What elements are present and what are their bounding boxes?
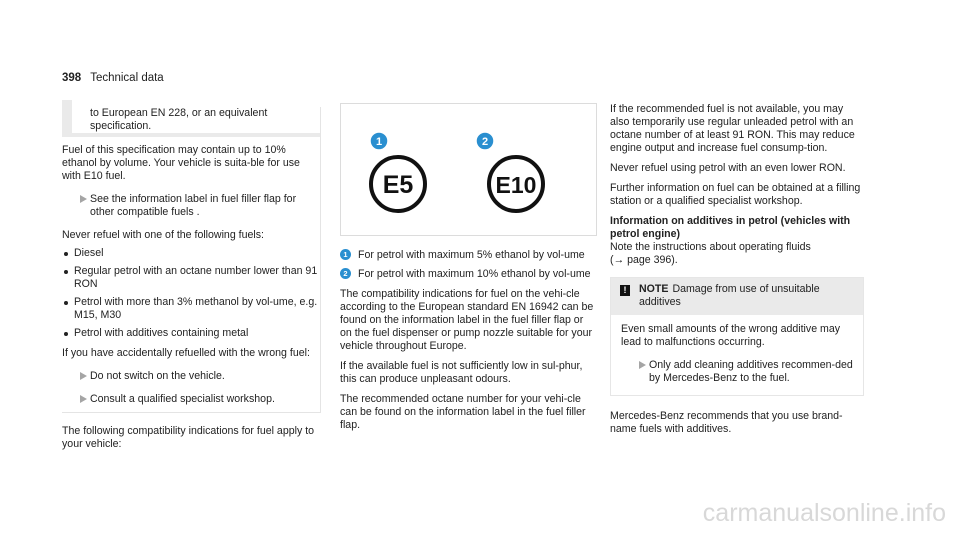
fallback-fuel-paragraph: If the recommended fuel is not available, you may also temporarily use regular unleaded petrol with an octane number of at least 91 RON. This may reduce engine output and increase fuel consump-tion. — [610, 103, 855, 154]
step-triangle-icon — [80, 372, 87, 380]
svg-text:2: 2 — [481, 136, 489, 148]
page-ref-link[interactable]: (→ page 396). — [610, 254, 678, 266]
step-triangle-icon — [80, 195, 87, 203]
fuel-label-svg — [341, 104, 596, 235]
note-step-text: Only add cleaning additives recommen-ded by Mercedes-Benz to the fuel. — [649, 359, 853, 384]
step-1 — [62, 370, 320, 383]
column-1-divider — [320, 107, 321, 413]
note-instr-text: Note the instructions about operating fluids — [610, 241, 811, 253]
compat-intro: The following compatibility indications for fuel apply to your vehicle: — [62, 425, 315, 450]
step-2-text: Consult a qualified specialist workshop. — [90, 393, 275, 405]
svg-text:E10: E10 — [495, 172, 537, 198]
see-instruction-text: See the information label in fuel filler flap for other compatible fuels . — [90, 193, 297, 218]
brand-fuels-paragraph: Mercedes-Benz recommends that you use brand-name fuels with additives. — [610, 410, 843, 435]
list-item: Petrol with additives containing metal — [62, 327, 320, 340]
page-number: 398 — [62, 72, 82, 84]
note-box — [610, 277, 864, 396]
note-header — [611, 278, 863, 315]
additives-heading: Information on additives in petrol (vehicles with petrol engine) — [610, 215, 851, 240]
caption-1-text: For petrol with maximum 5% ethanol by vol-ume — [358, 249, 585, 261]
note-label: NOTE — [639, 283, 669, 295]
list-item: Diesel — [62, 247, 320, 260]
operating-fluids-note — [610, 241, 864, 267]
page-title: Technical data — [90, 72, 164, 84]
callout-2 — [476, 132, 494, 150]
e10-label — [489, 157, 543, 211]
see-instruction — [62, 193, 320, 219]
step-2 — [62, 393, 320, 406]
fuel-label-figure — [340, 103, 597, 236]
column-1 — [62, 107, 320, 406]
caption-2 — [340, 268, 595, 281]
caption-2-text: For petrol with maximum 10% ethanol by vol-ume — [358, 268, 591, 280]
callout-2-icon: 2 — [340, 268, 351, 279]
compat-paragraph: The compatibility indications for fuel on the vehi-cle according to the European standard EN 16942 can be found on the information label in the fuel filler flap or on the fuel dispenser or pump nozzle suitable for your vehicle throughout Europe. — [340, 288, 594, 352]
step-1-text: Do not switch on the vehicle. — [90, 370, 225, 382]
column-1-bottom-rule — [62, 412, 320, 413]
note-step — [621, 359, 853, 385]
caption-1 — [340, 249, 595, 262]
never-refuel-text: Never refuel with one of the following fuels: — [62, 229, 264, 241]
callout-1-icon: 1 — [340, 249, 351, 260]
e5-label — [371, 157, 425, 211]
never-lower-ron: Never refuel using petrol with an even lower RON. — [610, 162, 846, 174]
forbidden-fuels-list — [62, 247, 320, 340]
column-3 — [610, 103, 864, 436]
intro-bar — [62, 107, 320, 137]
note-body — [611, 315, 863, 395]
note-body-text: Even small amounts of the wrong additive may lead to malfunctions occurring. — [621, 323, 841, 348]
warning-icon: ! — [620, 285, 630, 296]
octane-paragraph: The recommended octane number for your vehi-cle can be found on the information label in the fuel filler flap. — [340, 393, 586, 431]
list-item: Petrol with more than 3% methanol by vol-ume, e.g. M15, M30 — [62, 296, 320, 322]
svg-text:E5: E5 — [382, 171, 414, 199]
list-item: Regular petrol with an octane number lower than 91 RON — [62, 265, 320, 291]
column-2 — [340, 243, 595, 432]
ethanol-note: Fuel of this specification may contain up to 10% ethanol by volume. Your vehicle is suita-ble for use with E10 fuel. — [62, 144, 300, 182]
svg-text:1: 1 — [375, 136, 383, 148]
further-info: Further information on fuel can be obtained at a filling station or a qualified specialist workshop. — [610, 182, 861, 207]
step-triangle-icon — [80, 395, 87, 403]
intro-text: to European EN 228, or an equivalent specification. — [72, 107, 320, 133]
page-header — [62, 72, 164, 85]
callout-1 — [370, 132, 388, 150]
accident-text: If you have accidentally refuelled with the wrong fuel: — [62, 347, 310, 359]
step-triangle-icon — [639, 361, 646, 369]
note-title: Damage from use of unsuitable additives — [639, 283, 820, 308]
sulphur-paragraph: If the available fuel is not sufficiently low in sul-phur, this can produce unpleasant odours. — [340, 360, 583, 385]
intro-bar-stripe — [62, 100, 72, 130]
watermark: carmanualsonline.info — [702, 499, 946, 527]
